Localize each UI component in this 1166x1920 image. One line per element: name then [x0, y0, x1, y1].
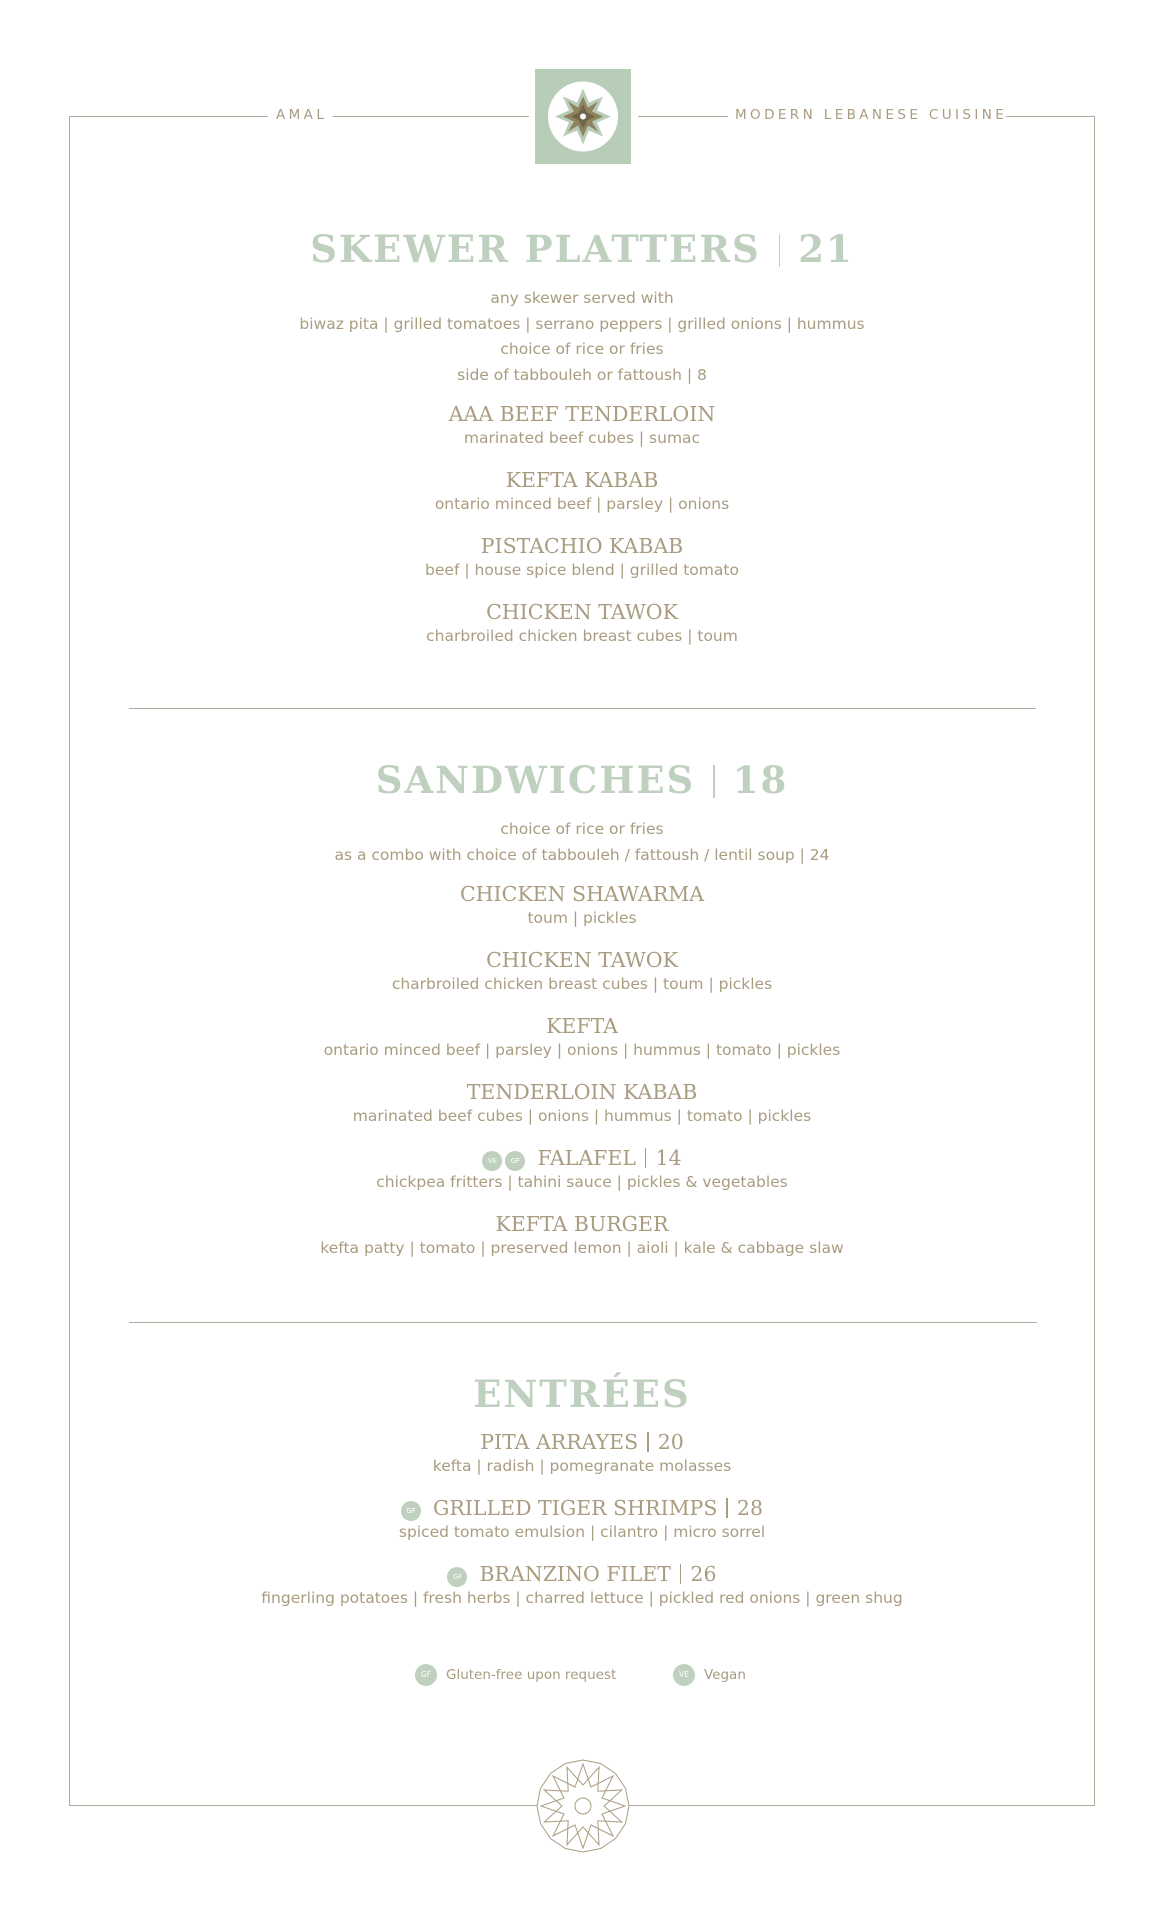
section-intro-line: biwaz pita | grilled tomatoes | serrano peppers | grilled onions | hummus — [299, 314, 865, 333]
menu-item — [69, 401, 1095, 450]
section-intro-line: any skewer served with — [490, 289, 674, 307]
item-price: 20 — [657, 1430, 684, 1454]
vegan-badge: VE — [482, 1151, 502, 1171]
section-intro-line: choice of rice or fries — [500, 340, 664, 358]
section-title: SANDWICHES 18 — [375, 758, 789, 802]
section-title: SKEWER PLATTERS 21 — [310, 227, 854, 271]
item-description: beef | house spice blend | grilled tomato — [425, 561, 739, 579]
item-name: CHICKEN SHAWARMA — [459, 882, 705, 906]
item-description: charbroiled chicken breast cubes | toum | pickles — [391, 975, 773, 993]
item-description: spiced tomato emulsion | cilantro | micro sorrel — [398, 1523, 766, 1541]
legend-label: Gluten-free upon request — [446, 1667, 617, 1683]
menu-item — [69, 947, 1095, 996]
gluten-free-badge: GF — [505, 1151, 525, 1171]
menu-item — [69, 1429, 1095, 1478]
section-sandwiches — [69, 756, 1095, 1260]
menu-item — [69, 1145, 1095, 1194]
item-description: kefta | radish | pomegranate molasses — [432, 1457, 732, 1475]
item-name: VE GF FALAFEL 14 — [69, 1145, 1095, 1171]
item-description: ontario minced beef | parsley | onions — [434, 495, 730, 513]
item-name: KEFTA KABAB — [505, 468, 659, 492]
item-name: GF BRANZINO FILET 26 — [69, 1561, 1095, 1587]
item-name: PISTACHIO KABAB — [480, 534, 684, 558]
item-description: kefta patty | tomato | preserved lemon | aioli | kale & cabbage slaw — [320, 1239, 844, 1257]
item-description: fingerling potatoes | fresh herbs | charred lettuce | pickled red onions | green shug — [261, 1589, 903, 1607]
menu-item — [69, 881, 1095, 930]
legend-label: Vegan — [704, 1667, 746, 1683]
item-description: marinated beef cubes | sumac — [463, 429, 701, 447]
item-name: PITA ARRAYES 20 — [480, 1430, 684, 1454]
item-name: GF GRILLED TIGER SHRIMPS 28 — [69, 1495, 1095, 1521]
menu-item — [69, 599, 1095, 648]
item-name: CHICKEN TAWOK — [486, 948, 678, 972]
item-name: KEFTA — [546, 1014, 618, 1038]
menu-item — [69, 1561, 1095, 1610]
item-name: TENDERLOIN KABAB — [466, 1080, 698, 1104]
menu-item — [69, 533, 1095, 582]
item-description: toum | pickles — [527, 909, 637, 927]
section-intro-line: as a combo with choice of tabbouleh / fattoush / lentil soup | 24 — [334, 845, 830, 864]
item-price: 28 — [736, 1496, 763, 1520]
star-medallion-icon — [535, 69, 631, 164]
item-price: 26 — [690, 1562, 717, 1586]
item-description: ontario minced beef | parsley | onions | hummus | tomato | pickles — [323, 1041, 841, 1059]
vegan-badge: VE — [673, 1664, 695, 1686]
section-entrees — [69, 1370, 1095, 1610]
section-divider — [129, 1322, 1037, 1323]
geometric-star-icon — [535, 1758, 631, 1858]
restaurant-name: AMAL — [276, 107, 328, 123]
item-price: 14 — [655, 1146, 682, 1170]
section-intro-line: choice of rice or fries — [500, 820, 664, 838]
item-description: chickpea fritters | tahini sauce | pickles & vegetables — [376, 1173, 788, 1191]
menu-item — [69, 1495, 1095, 1544]
section-divider — [129, 708, 1036, 709]
item-name: CHICKEN TAWOK — [486, 600, 678, 624]
section-title: ENTRÉES — [473, 1372, 691, 1416]
item-description: charbroiled chicken breast cubes | toum — [426, 627, 738, 645]
item-name: KEFTA BURGER — [495, 1212, 669, 1236]
item-description: marinated beef cubes | onions | hummus | tomato | pickles — [352, 1107, 812, 1125]
gluten-free-badge: GF — [401, 1501, 421, 1521]
menu-item — [69, 1079, 1095, 1128]
menu-item — [69, 1211, 1095, 1260]
menu-item — [69, 467, 1095, 516]
legend-vegan — [673, 1664, 746, 1686]
legend-gluten-free — [415, 1664, 616, 1686]
item-name: AAA BEEF TENDERLOIN — [448, 402, 716, 426]
menu-item — [69, 1013, 1095, 1062]
cuisine-tagline: MODERN LEBANESE CUISINE — [735, 107, 1008, 123]
section-skewer-platters — [69, 225, 1095, 648]
section-intro-line: side of tabbouleh or fattoush | 8 — [457, 365, 707, 384]
gluten-free-badge: GF — [415, 1664, 437, 1686]
gluten-free-badge: GF — [447, 1567, 467, 1587]
